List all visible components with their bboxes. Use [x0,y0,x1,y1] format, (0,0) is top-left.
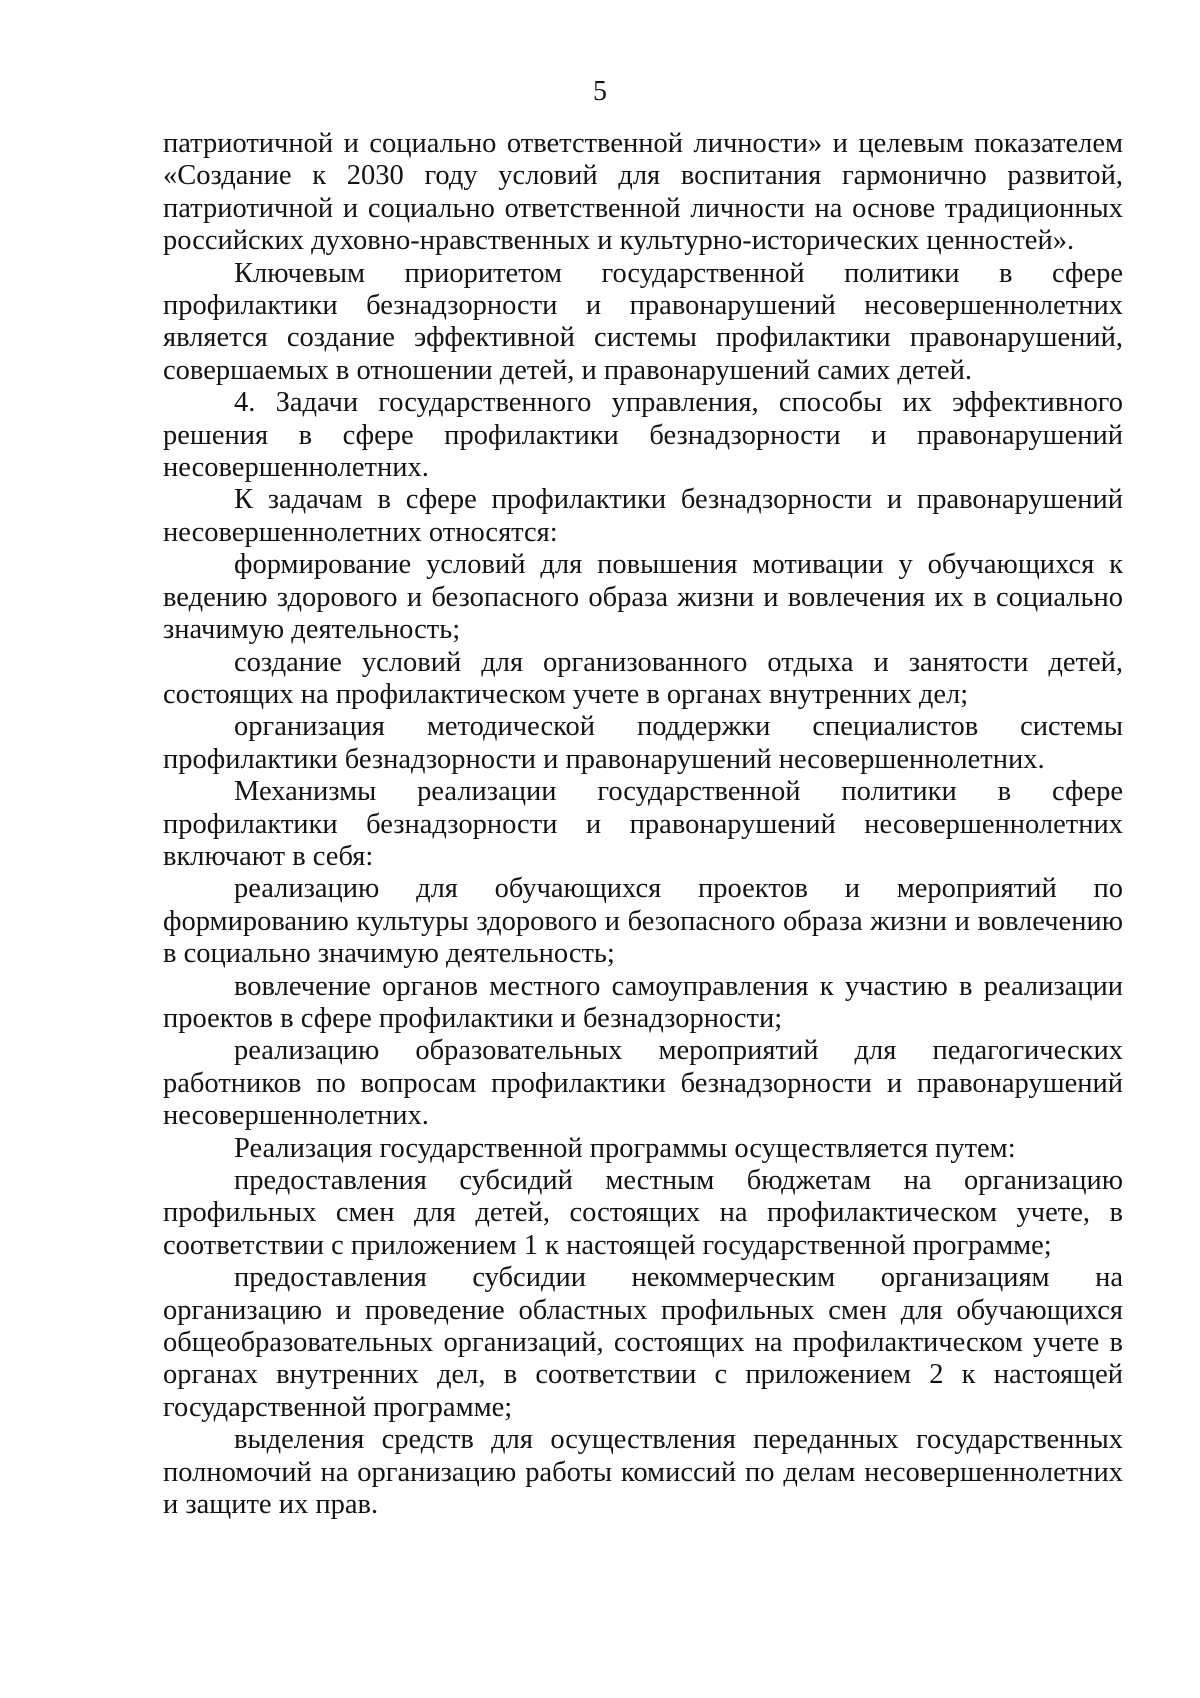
paragraph-implementation-item: выделения средств для осуществления переданных государственных полномочий на организацию работы комиссий по делам несовершеннолетних и защите их прав. [163,1424,1123,1521]
paragraph-mechanism-item: реализацию для обучающихся проектов и мероприятий по формированию культуры здорового и безопасного образа жизни и вовлечению в социально значимую деятельность; [163,873,1123,970]
paragraph-mechanism-item: реализацию образовательных мероприятий для педагогических работников по вопросам профилактики безнадзорности и правонарушений несовершеннолетних. [163,1035,1123,1132]
paragraph-key-priority: Ключевым приоритетом государственной политики в сфере профилактики безнадзорности и правонарушений несовершеннолетних является создание эффективной системы профилактики правонарушений, совершаемых в отношении детей, и правонарушений самих детей. [163,257,1123,386]
paragraph-implementation-item: предоставления субсидий местным бюджетам на организацию профильных смен для детей, состоящих на профилактическом учете, в соответствии с приложением 1 к настоящей государственной программе; [163,1165,1123,1261]
paragraph-task-item: создание условий для организованного отдыха и занятости детей, состоящих на профилактическом учете в органах внутренних дел; [163,646,1123,710]
paragraph-tasks-intro: К задачам в сфере профилактики безнадзорности и правонарушений несовершеннолетних относятся: [163,484,1123,548]
paragraph-task-item: организация методической поддержки специалистов системы профилактики безнадзорности и правонарушений несовершеннолетних. [163,711,1123,775]
paragraph-mechanisms-intro: Механизмы реализации государственной политики в сфере профилактики безнадзорности и правонарушений несовершеннолетних включают в себя: [163,776,1123,872]
page-number: 5 [593,76,607,107]
paragraph-section-4-heading: 4. Задачи государственного управления, способы их эффективного решения в сфере профилактики безнадзорности и правонарушений несовершеннолетних. [163,387,1123,484]
paragraph-implementation-intro: Реализация государственной программы осуществляется путем: [234,1132,1016,1164]
paragraph-task-item: формирование условий для повышения мотивации у обучающихся к ведению здорового и безопасного образа жизни и вовлечения их в социально значимую деятельность; [163,549,1123,646]
paragraph-mechanism-item: вовлечение органов местного самоуправления к участию в реализации проектов в сфере профилактики и безнадзорности; [163,970,1123,1034]
paragraph-implementation-item: предоставления субсидии некоммерческим организациям на организацию и проведение областных профильных смен для обучающихся общеобразовательных организаций, состоящих на профилактическом учете в органах внутренних дел, в соответствии с приложением 2 к настоящей государственной программе; [163,1262,1123,1423]
document-body [163,128,1123,1521]
paragraph-continuation: патриотичной и социально ответственной личности» и целевым показателем «Создание к 2030 году условий для воспитания гармонично развитой, патриотичной и социально ответственной личности на основе традиционных российских духовно-нравственных и культурно-исторических ценностей». [163,128,1123,257]
